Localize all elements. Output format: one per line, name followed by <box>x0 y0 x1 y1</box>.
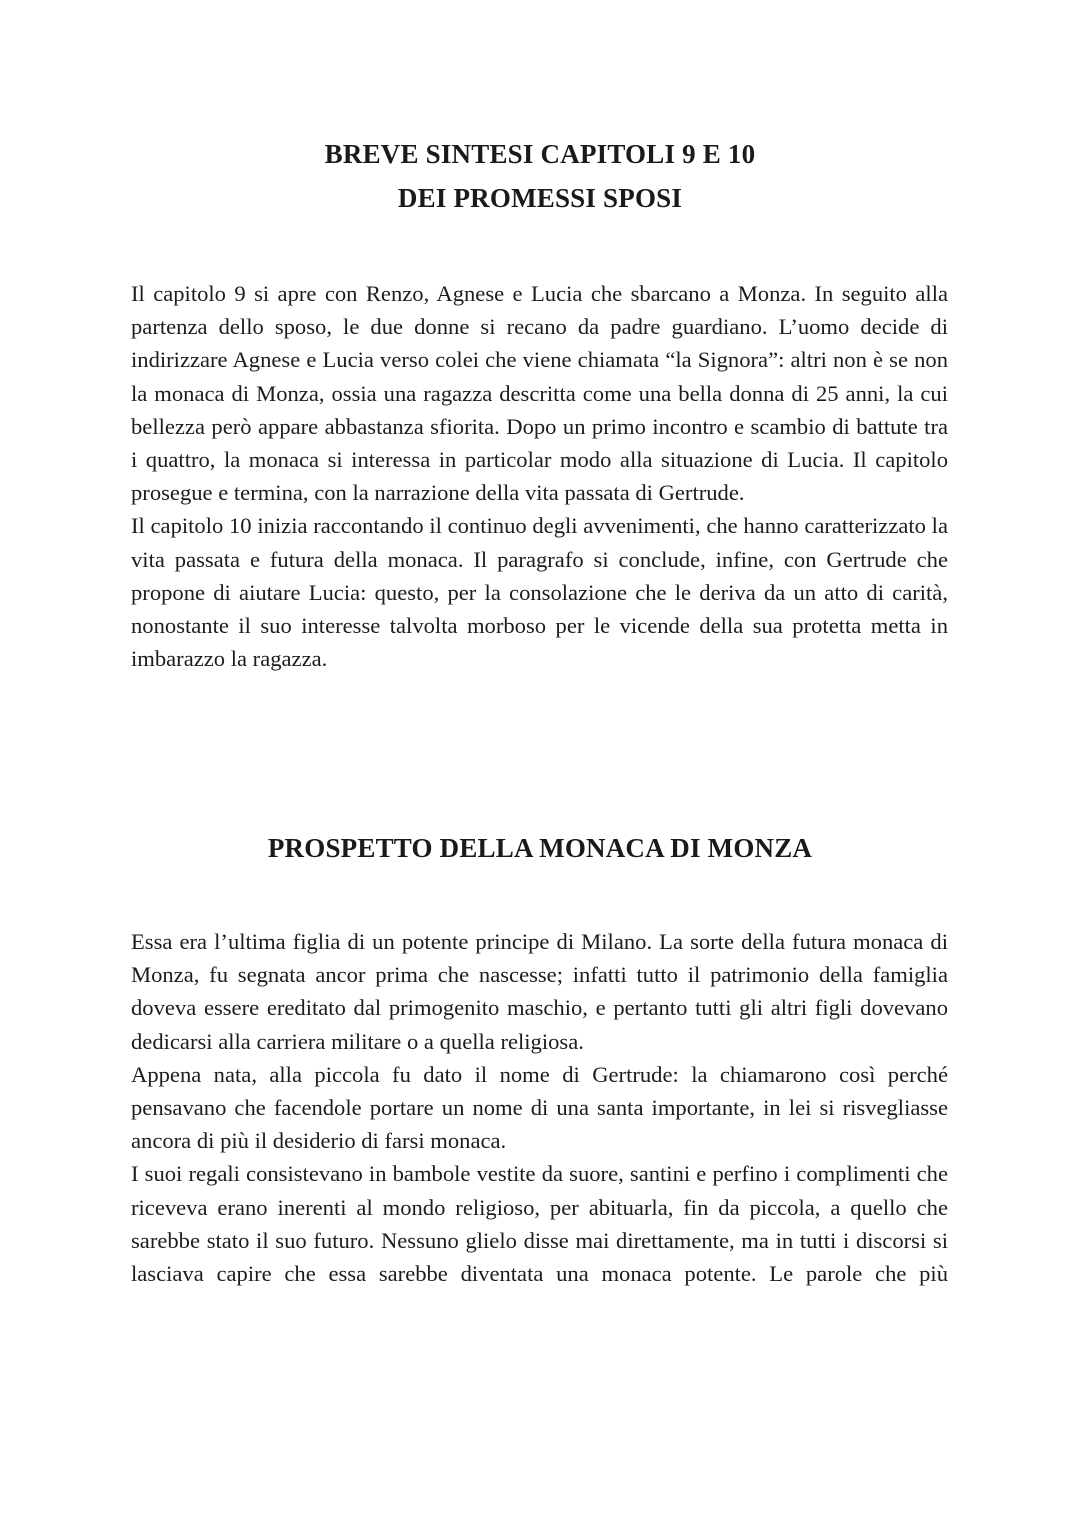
section-title-monaca <box>0 826 1080 870</box>
title-line-monaca: PROSPETTO DELLA MONACA DI MONZA <box>267 833 813 863</box>
section-title-summary <box>0 132 1080 220</box>
paragraph-origins: Essa era l’ultima figlia di un potente principe di Milano. La sorte della futura monaca di Monza, fu segnata ancor prima che nascesse; infatti tutto il patrimonio della famiglia doveva essere ereditato dal primogenito maschio, e pertanto tutti gli altri figli dovevano dedicarsi alla carriera militare o a quella religiosa. <box>131 929 948 1054</box>
summary-text <box>131 277 948 675</box>
title-line-1: BREVE SINTESI CAPITOLI 9 E 10 <box>324 139 756 169</box>
paragraph-gifts: I suoi regali consistevano in bambole vestite da suore, santini e perfino i complimenti che riceveva erano inerenti al mondo religioso, per abituarla, fin da piccola, a quello che sarebbe stato il suo futuro. Nessuno glielo disse mai direttamente, ma in tutti i discorsi si lasciava capire che essa sarebbe diventata una monaca potente. Le parole che più <box>131 1161 948 1287</box>
paragraph-name: Appena nata, alla piccola fu dato il nome di Gertrude: la chiamarono così perché pensavano che facendole portare un nome di una santa importante, in lei si risvegliasse ancora di più il desiderio di farsi monaca. <box>131 1061 948 1154</box>
paragraph-chapter-10: Il capitolo 10 inizia raccontando il continuo degli avvenimenti, che hanno caratterizzato la vita passata e futura della monaca. Il paragrafo si conclude, infine, con Gertrude che propone di aiutare Lucia: questo, per la consolazione che le deriva da un atto di carità, nonostante il suo interesse talvolta morboso per le vicende della sua protetta metta in imbarazzo la ragazza. <box>131 513 948 672</box>
title-line-2: DEI PROMESSI SPOSI <box>397 183 683 213</box>
paragraph-chapter-9: Il capitolo 9 si apre con Renzo, Agnese e Lucia che sbarcano a Monza. In seguito alla partenza dello sposo, le due donne si recano da padre guardiano. L’uomo decide di indirizzare Agnese e Lucia verso colei che viene chiamata “la Signora”: altri non è se non la monaca di Monza, ossia una ragazza descritta come una bella donna di 25 anni, la cui bellezza però appare abbastanza sfiorita. Dopo un primo incontro e scambio di battute tra i quattro, la monaca si interessa in particolar modo alla situazione di Lucia. Il capitolo prosegue e termina, con la narrazione della vita passata di Gertrude. <box>131 281 948 506</box>
monaca-text <box>131 925 948 1290</box>
